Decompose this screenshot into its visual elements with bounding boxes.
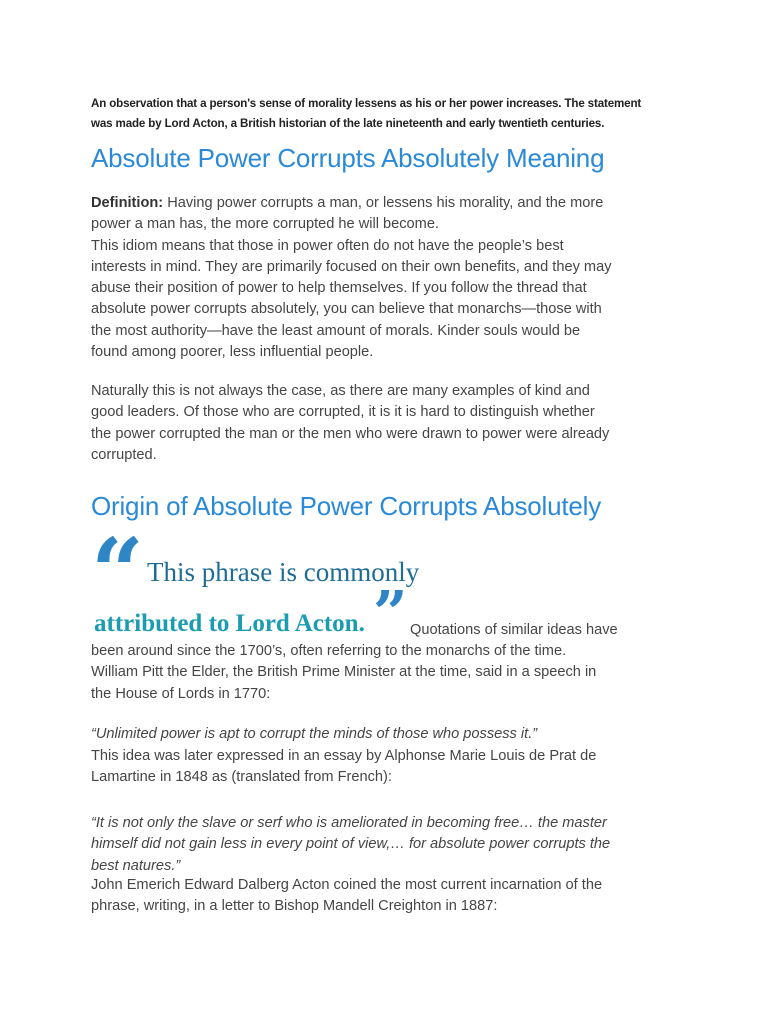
close-quote-icon: ”: [373, 579, 408, 649]
definition-text: Having power corrupts a man, or lessens his morality, and the more: [163, 195, 604, 211]
text-line: interests in mind. They are primarily focused on their own benefits, and they may: [91, 258, 612, 275]
text-line: Naturally this is not always the case, as there are many examples of kind and: [91, 383, 590, 399]
definition-line: power a man has, the more corrupted he will become.: [91, 216, 439, 233]
paragraph-quotations: [91, 641, 681, 705]
text-line: been around since the 1700’s, often referring to the monarchs of the time.: [91, 643, 567, 659]
text-line: absolute power corrupts absolutely, you can believe that monarchs—those with: [91, 301, 602, 318]
text-line: good leaders. Of those who are corrupted, it is it is hard to distinguish whether: [91, 404, 595, 421]
text-line: John Emerich Edward Dalberg Acton coined the most current incarnation of the: [91, 877, 603, 893]
text-line: best natures.”: [91, 857, 181, 874]
text-line: William Pitt the Elder, the British Prime Minister at the time, said in a speech in: [91, 664, 597, 681]
paragraph-naturally: [91, 381, 681, 466]
text-line: “It is not only the slave or serf who is ameliorated in becoming free… the master: [91, 815, 607, 831]
pull-quote-line: This phrase is commonly: [147, 557, 420, 587]
open-quote-icon: “: [91, 518, 144, 626]
text-line: abuse their position of power to help themselves. If you follow the thread that: [91, 280, 587, 297]
paragraph-acton: [91, 875, 681, 918]
section-heading-meaning: Absolute Power Corrupts Absolutely Meaning: [91, 143, 605, 173]
text-after-pull-quote: Quotations of similar ideas have: [410, 622, 618, 638]
paragraph-lamartine: [91, 746, 681, 789]
text-line: found among poorer, less influential people.: [91, 344, 374, 361]
text-line: the most authority—have the least amount of morals. Kinder souls would be: [91, 322, 581, 339]
intro-line: An observation that a person's sense of morality lessens as his or her power increases. The statement: [91, 97, 642, 110]
intro-line: was made by Lord Acton, a British historian of the late nineteenth and early twentieth centuries.: [91, 117, 605, 130]
pull-quote-line: attributed to Lord Acton.: [94, 610, 365, 637]
quote-pitt: “Unlimited power is apt to corrupt the minds of those who possess it.”: [91, 726, 538, 742]
text-line: himself did not gain less in every point of view,… for absolute power corrupts the: [91, 836, 611, 853]
text-line: Lamartine in 1848 as (translated from French):: [91, 769, 392, 786]
intro-text: [91, 94, 691, 134]
text-line: This idea was later expressed in an essay by Alphonse Marie Louis de Prat de: [91, 748, 597, 764]
text-line: corrupted.: [91, 446, 157, 463]
text-line: This idiom means that those in power often do not have the people’s best: [91, 237, 564, 254]
definition-paragraph: [91, 193, 681, 363]
section-heading-origin: Origin of Absolute Power Corrupts Absolutely: [91, 491, 602, 521]
text-line: the power corrupted the man or the men who were drawn to power were already: [91, 425, 610, 442]
text-line: the House of Lords in 1770:: [91, 685, 271, 702]
quote-lamartine: [91, 813, 681, 877]
definition-label: Definition:: [91, 195, 164, 211]
text-line: phrase, writing, in a letter to Bishop Mandell Creighton in 1887:: [91, 898, 498, 915]
